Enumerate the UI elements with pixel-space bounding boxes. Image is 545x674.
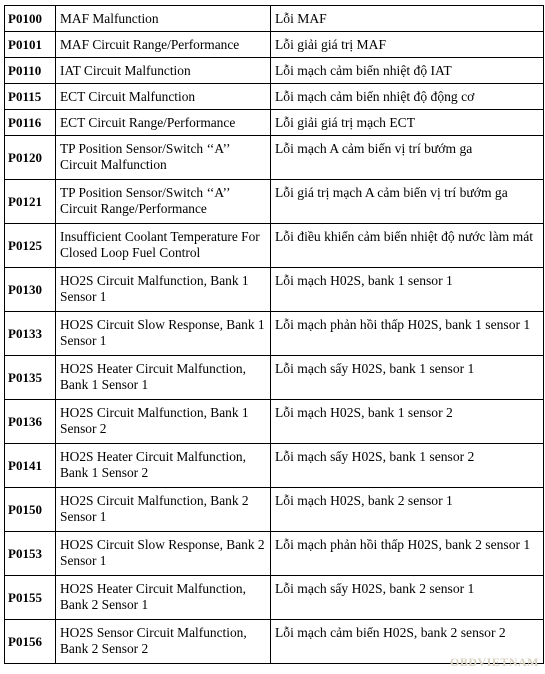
description-cell: TP Position Sensor/Switch ‘‘A’’ Circuit Range/Performance — [56, 180, 271, 224]
description-cell: ECT Circuit Range/Performance — [56, 110, 271, 136]
code-cell: P0100 — [5, 6, 56, 32]
table-row — [5, 224, 544, 268]
code-cell: P0155 — [5, 576, 56, 620]
description-cell: HO2S Heater Circuit Malfunction, Bank 2 Sensor 1 — [56, 576, 271, 620]
table-row — [5, 488, 544, 532]
description-cell: IAT Circuit Malfunction — [56, 58, 271, 84]
code-cell: P0133 — [5, 312, 56, 356]
code-cell: P0150 — [5, 488, 56, 532]
vietnamese-cell: Lỗi điều khiển cảm biến nhiệt độ nước làm mát — [271, 224, 544, 268]
table-row — [5, 58, 544, 84]
code-cell: P0120 — [5, 136, 56, 180]
table-row — [5, 400, 544, 444]
table-row — [5, 180, 544, 224]
description-cell: MAF Circuit Range/Performance — [56, 32, 271, 58]
vietnamese-cell: Lỗi mạch phản hồi thấp H02S, bank 1 sensor 1 — [271, 312, 544, 356]
vietnamese-cell: Lỗi mạch H02S, bank 2 sensor 1 — [271, 488, 544, 532]
vietnamese-cell: Lỗi mạch sấy H02S, bank 1 sensor 2 — [271, 444, 544, 488]
description-cell: TP Position Sensor/Switch ‘‘A’’ Circuit Malfunction — [56, 136, 271, 180]
code-cell: P0121 — [5, 180, 56, 224]
code-cell: P0153 — [5, 532, 56, 576]
code-cell: P0141 — [5, 444, 56, 488]
vietnamese-cell: Lỗi mạch cảm biến nhiệt độ động cơ — [271, 84, 544, 110]
code-cell: P0101 — [5, 32, 56, 58]
description-cell: HO2S Circuit Slow Response, Bank 2 Sensor 1 — [56, 532, 271, 576]
table-row — [5, 532, 544, 576]
table-row — [5, 268, 544, 312]
vietnamese-cell: Lỗi mạch H02S, bank 1 sensor 2 — [271, 400, 544, 444]
code-cell: P0130 — [5, 268, 56, 312]
vietnamese-cell: Lỗi giải giá trị mạch ECT — [271, 110, 544, 136]
description-cell: HO2S Heater Circuit Malfunction, Bank 1 Sensor 2 — [56, 444, 271, 488]
table-row — [5, 136, 544, 180]
table-row — [5, 110, 544, 136]
vietnamese-cell: Lỗi giá trị mạch A cảm biến vị trí bướm ga — [271, 180, 544, 224]
table-row — [5, 444, 544, 488]
table-row — [5, 576, 544, 620]
description-cell: HO2S Heater Circuit Malfunction, Bank 1 Sensor 1 — [56, 356, 271, 400]
table-row — [5, 84, 544, 110]
description-cell: HO2S Circuit Slow Response, Bank 1 Sensor 1 — [56, 312, 271, 356]
table-row — [5, 6, 544, 32]
watermark: OBDVIETNAM — [449, 655, 539, 669]
description-cell: HO2S Circuit Malfunction, Bank 2 Sensor 1 — [56, 488, 271, 532]
vietnamese-cell: Lỗi mạch sấy H02S, bank 2 sensor 1 — [271, 576, 544, 620]
code-cell: P0156 — [5, 620, 56, 664]
description-cell: Insufficient Coolant Temperature For Closed Loop Fuel Control — [56, 224, 271, 268]
code-cell: P0115 — [5, 84, 56, 110]
table-row — [5, 32, 544, 58]
code-cell: P0136 — [5, 400, 56, 444]
description-cell: HO2S Circuit Malfunction, Bank 1 Sensor 2 — [56, 400, 271, 444]
vietnamese-cell: Lỗi mạch phản hồi thấp H02S, bank 2 sensor 1 — [271, 532, 544, 576]
code-cell: P0110 — [5, 58, 56, 84]
vietnamese-cell: Lỗi mạch A cảm biến vị trí bướm ga — [271, 136, 544, 180]
description-cell: ECT Circuit Malfunction — [56, 84, 271, 110]
table-row — [5, 356, 544, 400]
vietnamese-cell: Lỗi mạch cảm biến nhiệt độ IAT — [271, 58, 544, 84]
description-cell: HO2S Sensor Circuit Malfunction, Bank 2 Sensor 2 — [56, 620, 271, 664]
code-cell: P0135 — [5, 356, 56, 400]
description-cell: HO2S Circuit Malfunction, Bank 1 Sensor 1 — [56, 268, 271, 312]
vietnamese-cell: Lỗi mạch sấy H02S, bank 1 sensor 1 — [271, 356, 544, 400]
vietnamese-cell: Lỗi mạch H02S, bank 1 sensor 1 — [271, 268, 544, 312]
vietnamese-cell: Lỗi mạch cảm biến H02S, bank 2 sensor 2 — [271, 620, 544, 664]
code-cell: P0125 — [5, 224, 56, 268]
code-cell: P0116 — [5, 110, 56, 136]
diagnostic-code-table — [4, 5, 544, 664]
vietnamese-cell: Lỗi giải giá trị MAF — [271, 32, 544, 58]
vietnamese-cell: Lỗi MAF — [271, 6, 544, 32]
description-cell: MAF Malfunction — [56, 6, 271, 32]
table-row — [5, 312, 544, 356]
